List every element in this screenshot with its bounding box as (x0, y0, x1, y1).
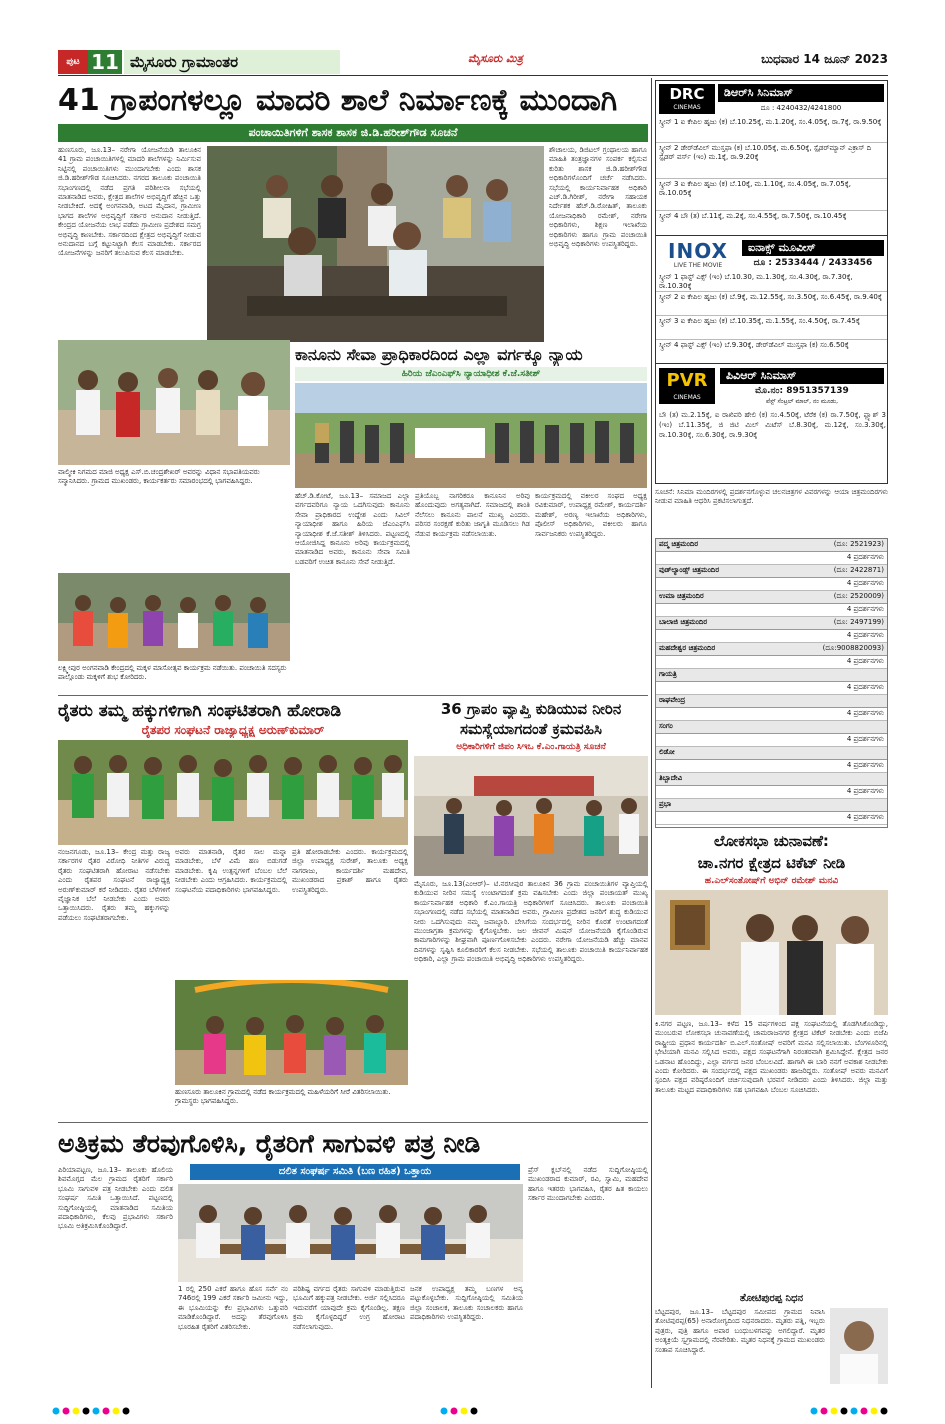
story5-col5: ಪ್ರೆಸ್ ಕ್ಲಬ್‌ನಲ್ಲಿ ನಡೆದ ಸುದ್ದಿಗೋಷ್ಠಿಯಲ್ಲಿ ಮುಖಂಡರಾದ ಕುಮಾರ್, ರವಿ, ಸ್ವಾಮಿ, ಮಹದೇವ ಹಾಗೂ ಇತರರು ಭಾಗವಹಿಸಿ, ರೈತರ ಹಿತ ಕಾಯಲು ಸರ್ಕಾರ ಮುಂದಾಗಬೇಕು ಎಂದರು. (528, 1166, 648, 1203)
story2-subhead: ಹಿರಿಯ ಜೆಎಂಎಫ್‌ಸಿ ನ್ಯಾಯಾಧೀಶ ಕೆ.ಜೆ.ಸತೀಶ್ (295, 367, 647, 381)
pvr-block (655, 364, 888, 484)
theatre-name-bar (656, 591, 887, 604)
story2-col3: ಕಾರ್ಯಕ್ರಮದಲ್ಲಿ ವಕೀಲರ ಸಂಘದ ಅಧ್ಯಕ್ಷ ರವಿಕುಮಾರ್, ಉಪಾಧ್ಯಕ್ಷ ರಮೇಶ್, ಕಾರ್ಯದರ್ಶಿ ಮಹೇಶ್, ಅರಣ್ಯ ಇಲಾಖೆಯ ಅಧಿಕಾರಿಗಳು, ಪೊಲೀಸ್ ಅಧಿಕಾರಿಗಳು, ವಕೀಲರು ಹಾಗೂ ಸಾರ್ವಜನಿಕರು ಉಪಸ್ಥಿತರಿದ್ದರು. (535, 492, 647, 538)
story2-headline: ಕಾನೂನು ಸೇವಾ ಪ್ರಾಧಿಕಾರದಿಂದ ಎಲ್ಲಾ ವರ್ಗಕ್ಕೂ ನ್ಯಾಯ (295, 345, 583, 364)
theatre-name-bar (656, 643, 887, 656)
drc-title: ಡಿಆರ್‌ಸಿ ಸಿನಿಮಾಸ್ (718, 84, 884, 102)
story1-col4: ಶೌಚಾಲಯ, ಡಿಜಿಟಲ್ ಗ್ರಂಥಾಲಯ ಹಾಗೂ ಮಾಹಿತಿ ತಂತ್ರಜ್ಞಾನಗಳ ಸಂಪರ್ಕ ಕಲ್ಪಿಸುವ ಕುರಿತು ಶಾಸಕ ಜಿ.ಡಿ.ಹರೀಶ್‌ಗೌಡ ಅಧಿಕಾರಿಗಳೊಂದಿಗೆ ಚರ್ಚೆ ನಡೆಸಿದರು. ಸಭೆಯಲ್ಲಿ ಕಾರ್ಯನಿರ್ವಾಹಕ ಅಧಿಕಾರಿ ಎಚ್.ಡಿ.ಗಿರೀಶ್, ನರೇಗಾ ಸಹಾಯಕ ನಿರ್ದೇಶಕ ಹೆಚ್.ಡಿ.ರೋಹಿತ್, ತಾಲೂಕು ಯೋಜನಾಧಿಕಾರಿ ರಮೇಶ್, ನರೇಗಾ ಅಧಿಕಾರಿಗಳು, ಶಿಕ್ಷಣ ಇಲಾಖೆಯ ಅಧಿಕಾರಿಗಳು ಹಾಗೂ ಗ್ರಾಮ ಪಂಚಾಯಿತಿ ಅಭಿವೃದ್ಧಿ ಅಧಿಕಾರಿಗಳು ಉಪಸ್ಥಿತರಿದ್ದರು. (549, 146, 647, 249)
story6-headline-line2: ಚಾ.ನಗರ ಕ್ಷೇತ್ರದ ಟಿಕೆಟ್ ನೀಡಿ (697, 854, 846, 872)
story3-photo-2 (175, 980, 408, 1085)
theatre-shows: 4 ಪ್ರದರ್ಶನಗಳು (656, 760, 887, 773)
page-label: ಪುಟ (66, 57, 80, 67)
drc-logo-text: DRC (669, 85, 705, 103)
theatre-name: ಲಿಡೋ (659, 748, 675, 756)
theatre-phone: (ದೂ:9008820093) (822, 644, 884, 652)
theatre-name-bar (656, 721, 887, 734)
theatre-phone: (ದೂ: 2520009) (833, 592, 884, 600)
story1-col1: ಹುಣಸೂರು, ಜೂ.13– ನರೇಗಾ ಯೋಜನೆಯಡಿ ತಾಲೂಕಿನ 41 ಗ್ರಾಮ ಪಂಚಾಯಿತಿಗಳಲ್ಲಿ ಮಾದರಿ ಶಾಲೆಗಳನ್ನು ನಿರ್ಮಿಸುವ ನಿಟ್ಟಿನಲ್ಲಿ ಪಂಚಾಯಿತಿಗಳು ಮುಂದಾಗಬೇಕು ಎಂದು ಶಾಸಕ ಜಿ.ಡಿ.ಹರೀಶ್‌ಗೌಡ ಸೂಚಿಸಿದರು. ನಗರದ ತಾಲೂಕು ಪಂಚಾಯಿತಿ ಸಭಾಂಗಣದಲ್ಲಿ ನಡೆದ ಪ್ರಗತಿ ಪರಿಶೀಲನಾ ಸಭೆಯಲ್ಲಿ ಮಾತನಾಡಿದ ಅವರು, ಕ್ಷೇತ್ರದ ಶಾಲೆಗಳ ಅಭಿವೃದ್ಧಿಗೆ ಹೆಚ್ಚಿನ ಒತ್ತು ನೀಡಬೇಕಿದೆ. ಅದಕ್ಕೆ ಅಂಗನವಾಡಿ, ಅಟದ ಮೈದಾನ, ಗ್ರಾಮೀಣ ಭಾಗದ ಶಾಲೆಗಳ ಅಭಿವೃದ್ಧಿಗೆ ಸರ್ಕಾರ ಅನುದಾನ ನೀಡುತ್ತಿದೆ. ಕೇಂದ್ರದ ಯೋಜನೆಯ ಲಾಭ ಪಡೆದು ಗ್ರಾಮೀಣ ಪ್ರದೇಶದ ಸಮಗ್ರ ಅಭಿವೃದ್ಧಿ ಕಾಣಬೇಕು. ಸರ್ಕಾರದಿಂದ ಕ್ಷೇತ್ರದ ಅಭಿವೃದ್ಧಿಗೆ ನೀಡುವ ಅನುದಾನದ ಬಗ್ಗೆ ಕಟ್ಟುನಿಟ್ಟಾಗಿ ಕೆಲಸ ಮಾಡಬೇಕು. ಸರ್ಕಾರದ ಯೋಜನೆಗಳನ್ನು ಜನರಿಗೆ ತಲುಪಿಸುವ ಕೆಲಸ ಮಾಡಬೇಕು. (58, 146, 201, 258)
theatre-name: ಗಾಯತ್ರಿ (659, 670, 677, 678)
story5-subhead: ದಲಿತ ಸಂಘರ್ಷ ಸಮಿತಿ (ಬಣ ರಹಿತ) ಒತ್ತಾಯ (190, 1164, 520, 1180)
theatre-shows: 4 ಪ್ರದರ್ಶನಗಳು (656, 630, 887, 643)
lower-rule (58, 1122, 648, 1123)
theatre-name-bar (656, 747, 887, 760)
pvr-logo (659, 368, 715, 404)
drc-row: ಸ್ಕ್ರೀನ್ 1 ಐ ಕೇಪಿಲ ಹೃಜು (ಕ) ಬೆ.10.25ಕ್ಕೆ, ಮ.1.20ಕ್ಕೆ, ಸಂ.4.05ಕ್ಕೆ, ರಾ.7ಕ್ಕೆ, ರಾ.9.50ಕ್ಕೆ (656, 117, 887, 143)
theatre-name: ತಿಬ್ಬಾದೇವಿ (659, 774, 683, 782)
theatre-name: ಪ್ರಭಾ (659, 800, 672, 808)
story6-headline-line1: ಲೋಕಸಭಾ ಚುನಾವಣೆ: (714, 832, 829, 850)
theatre-shows: 4 ಪ್ರದರ್ಶನಗಳು (656, 786, 887, 799)
story3-col3: ಪ್ರತಿ ಹೋರಾಡಬೇಕು ಎಂದರು. ಕಾರ್ಯಕ್ರಮದಲ್ಲಿ ಜಿಲ್ಲಾ ಉಪಾಧ್ಯಕ್ಷ ಸುರೇಶ್, ತಾಲೂಕು ಅಧ್ಯಕ್ಷ ನಾಗರಾಜು, ಕಾರ್ಯದರ್ಶಿ ಮಹದೇವ, ಮುಖಂಡರಾದ ಪ್ರಕಾಶ್ ಹಾಗೂ ರೈತರು ಉಪಸ್ಥಿತರಿದ್ದರು. (292, 848, 408, 894)
theatre-shows: 4 ಪ್ರದರ್ಶನಗಳು (656, 604, 887, 617)
story4-headline-line2: ಸಮಸ್ಯೆಯಾಗದಂತೆ ಕ್ರಮವಹಿಸಿ (460, 720, 602, 738)
drc-block (655, 80, 888, 236)
theatre-name: ಮಹದೇಶ್ವರ ಚಿತ್ರಮಂದಿರ (659, 644, 716, 652)
page-label-box (58, 50, 88, 74)
theatre-shows: 4 ಪ್ರದರ್ಶನಗಳು (656, 812, 887, 825)
theatre-name: ಸಂಗಂ (659, 722, 673, 730)
mid-rule (58, 695, 648, 696)
theatre-name-bar (656, 617, 887, 630)
story6-subhead: ಹ.ಎಲ್‌ಸಂತೋಷ್‌ಗೆ ಅಭಿನ್ ರಮೇಶ್ ಮನವಿ (704, 876, 839, 886)
inox-title: ಐನಾಕ್ಸ್ ಮೂವೀಸ್ (742, 240, 884, 256)
story1-headline: 41 ಗ್ರಾಪಂಗಳಲ್ಲೂ ಮಾದರಿ ಶಾಲೆ ನಿರ್ಮಾಣಕ್ಕೆ ಮುಂದಾಗಿ (58, 83, 618, 118)
left-photo-2 (58, 573, 290, 661)
left-photo-1 (58, 340, 290, 465)
story4-text: ಮೈಸೂರು, ಜೂ.13(ಎಂಆರ್)– ಟಿ.ನರಸೀಪುರ ತಾಲೂಕಿನ 36 ಗ್ರಾಮ ಪಂಚಾಯಿತಿಗಳ ವ್ಯಾಪ್ತಿಯಲ್ಲಿ ಕುಡಿಯುವ ನೀರಿನ ಸಮಸ್ಯೆ ಉಂಟಾಗದಂತೆ ಕ್ರಮ ವಹಿಸಬೇಕು ಎಂದು ಜಿಲ್ಲಾ ಪಂಚಾಯತ್ ಮುಖ್ಯ ಕಾರ್ಯನಿರ್ವಾಹಕ ಅಧಿಕಾರಿ ಕೆ.ಎಂ.ಗಾಯತ್ರಿ ಅಧಿಕಾರಿಗಳಿಗೆ ಸೂಚಿಸಿದರು. ತಾಲೂಕು ಪಂಚಾಯಿತಿ ಸಭಾಂಗಣದಲ್ಲಿ ನಡೆದ ಸಭೆಯಲ್ಲಿ ಮಾತನಾಡಿದ ಅವರು, ಗ್ರಾಮೀಣ ಪ್ರದೇಶದ ಜನರಿಗೆ ಶುದ್ಧ ಕುಡಿಯುವ ನೀರು ಒದಗಿಸುವುದು ನಮ್ಮ ಜವಾಬ್ದಾರಿ. ಬೇಸಿಗೆಯ ಸಂದರ್ಭದಲ್ಲಿ ನೀರಿನ ಕೊರತೆ ಉಂಟಾಗದಂತೆ ಮುಂಜಾಗ್ರತಾ ಕ್ರಮಗಳನ್ನು ಕೈಗೊಳ್ಳಬೇಕು. ಜಲ ಜೀವನ್ ಮಿಷನ್ ಯೋಜನೆಯಡಿ ಕೈಗೊಂಡಿರುವ ಕಾಮಗಾರಿಗಳನ್ನು ಶೀಘ್ರವಾಗಿ ಪೂರ್ಣಗೊಳಿಸಬೇಕು ಎಂದರು. ನರೇಗಾ ಯೋಜನೆಯಡಿ ಹೆಚ್ಚು ಮಾನವ ದಿನಗಳನ್ನು ಸೃಷ್ಟಿಸಿ ಕೂಲಿಕಾರರಿಗೆ ಕೆಲಸ ನೀಡಬೇಕು. ಸಭೆಯಲ್ಲಿ ತಾಲೂಕು ಪಂಚಾಯಿತಿ ಕಾರ್ಯನಿರ್ವಾಹಕ ಅಧಿಕಾರಿ, ಎಲ್ಲಾ ಗ್ರಾಮ ಪಂಚಾಯಿತಿ ಅಭಿವೃದ್ಧಿ ಅಧಿಕಾರಿಗಳು ಉಪಸ್ಥಿತರಿದ್ದರು. (414, 880, 648, 964)
story1-subhead: ಪಂಚಾಯಿತಿಗಳಿಗೆ ಶಾಸಕ ಶಾಸಕ ಜಿ.ಡಿ.ಹರೀಶ್‌ಗೌಡ ಸೂಚನೆ (58, 124, 648, 142)
story3-caption: ಹುಣಸೂರು ತಾಲೂಕಿನ ಗ್ರಾಮದಲ್ಲಿ ನಡೆದ ಕಾರ್ಯಕ್ರಮದಲ್ಲಿ ಮಹಿಳೆಯರಿಗೆ ಸೀರೆ ವಿತರಿಸಲಾಯಿತು. ಗ್ರಾಮಸ್ಥರು ಭಾಗವಹಿಸಿದ್ದರು. (175, 1088, 391, 1105)
theatre-phone: (ದೂ: 2422871) (833, 566, 884, 574)
drc-row: ಸ್ಕ್ರೀನ್ 4 ಬೌ (ತ) ಬೆ.11ಕ್ಕೆ, ಮ.2ಕ್ಕೆ, ಸಂ.4.55ಕ್ಕೆ, ರಾ.7.50ಕ್ಕೆ, ರಾ.10.45ಕ್ಕೆ (659, 212, 847, 220)
drc-row: ಸ್ಕ್ರೀನ್ 3 ಐ ಕೇಪಿಲ ಹೃಜು (ಕ) ಬೆ.10ಕ್ಕೆ, ಮ.1.10ಕ್ಕೆ, ಸಂ.4.05ಕ್ಕೆ, ರಾ.7.05ಕ್ಕೆ, ರಾ.10.05ಕ್ಕೆ (656, 179, 887, 211)
story3-photo (58, 740, 408, 845)
drc-rows (656, 117, 887, 235)
story5-headline: ಅತಿಕ್ರಮ ತೆರವುಗೊಳಿಸಿ, ರೈತರಿಗೆ ಸಾಗುವಳಿ ಪತ್ರ ನೀಡಿ (58, 1129, 481, 1158)
theatre-shows: 4 ಪ್ರದರ್ಶನಗಳು (656, 656, 887, 669)
theatre-name: ಬಾಲಾಜಿ ಚಿತ್ರಮಂದಿರ (659, 618, 708, 626)
page-number: 11 (88, 50, 122, 74)
inox-phone: ದೂ : 2533444 / 2433456 (753, 258, 873, 268)
registration-dots-center (440, 1400, 500, 1408)
pvr-schedule: ಬೌ (ತ) ಮ.2.15ಕ್ಕೆ, ಐ ರಾಖಿಪರಿ ಹೇಲಿ (ಕ) ಸಂ.4.50ಕ್ಕೆ, ಟೆರೆಕ (ಕ) ರಾ.7.50ಕ್ಕೆ, ಫ್ಲ್ಯಾಶ್ 3 (ಇಂ) ಬೆ.11.35ಕ್ಕೆ, ಜಿ ಜಿಟಿ ಮಿಲ್ ಮಿಟೆಸ್ ಬೆ.8.30ಕ್ಕೆ, ಮ.12ಕ್ಕೆ, ಸಂ.3.30ಕ್ಕೆ, ರಾ.10.30ಕ್ಕೆ, ಸಂ.6.30ಕ್ಕೆ, ರಾ.9.30ಕ್ಕೆ (659, 411, 886, 439)
pvr-title: ಪಿವಿಆರ್ ಸಿನಿಮಾಸ್ (720, 368, 884, 384)
theatre-shows: 4 ಪ್ರದರ್ಶನಗಳು (656, 708, 887, 721)
story3-col2: ಅವರು ಮಾತನಾಡಿ, ರೈತರ ಸಾಲ ಮನ್ನಾ ಮಾಡಬೇಕು, ಬೆಳೆ ವಿಮೆ ಹಣ ಬಿಡುಗಡೆ ಮಾಡಬೇಕು. ಕೃಷಿ ಉತ್ಪನ್ನಗಳಿಗೆ ಬೆಂಬಲ ಬೆಲೆ ನೀಡಬೇಕು ಎಂದು ಆಗ್ರಹಿಸಿದರು. ಕಾರ್ಯಕ್ರಮದಲ್ಲಿ ಸಂಘಟನೆಯ ಪದಾಧಿಕಾರಿಗಳು ಭಾಗವಹಿಸಿದ್ದರು. (175, 848, 287, 894)
theatre-name: ಉಮಾ ಚಿತ್ರಮಂದಿರ (659, 592, 704, 600)
registration-dots-left (52, 1400, 172, 1408)
story4-subhead: ಅಧಿಕಾರಿಗಳಿಗೆ ಜಿಪಂ ಸಿಇಒ ಕೆ.ಎಂ.ಗಾಯತ್ರಿ ಸೂಚನೆ (456, 742, 606, 752)
story4-headline-line1: 36 ಗ್ರಾಪಂ ವ್ಯಾಪ್ತಿ ಕುಡಿಯುವ ನೀರಿನ (440, 700, 622, 718)
theatre-name-bar (656, 799, 887, 812)
cinema-notice: ಸೂಚನೆ: ಸಿನಿಮಾ ಮಂದಿರಗಳಲ್ಲಿ ಪ್ರದರ್ಶನಗೊಳ್ಳುವ ಚಲನಚಿತ್ರಗಳ ವಿವರಗಳನ್ನು ಆಯಾ ಚಿತ್ರಮಂದಿರಗಳು ನೀಡುವ ಮಾಹಿತಿ ಆಧರಿಸಿ ಪ್ರಕಟಿಸಲಾಗುತ್ತದೆ. (655, 488, 888, 506)
theatre-name: ವುಡ್‌ಲ್ಯಾಂಡ್ಸ್ ಚಿತ್ರಮಂದಿರ (659, 566, 720, 574)
pvr-phone: ಮೊ.ನಂ: 8951357139 (755, 386, 849, 396)
story3-headline: ರೈತರು ತಮ್ಮ ಹಕ್ಕುಗಳಿಗಾಗಿ ಸಂಘಟಿತರಾಗಿ ಹೋರಾಡಿ (58, 701, 342, 721)
paper-name: ಮೈಸೂರು ಮಿತ್ರ (468, 52, 523, 65)
inox-row: ಸ್ಕ್ರೀನ್ 3 ಐ ಕೇಪಿಲ ಹೃಜು (ಕ) ಬೆ.10.35ಕ್ಕೆ, ಮ.1.55ಕ್ಕೆ, ಸಂ.4.50ಕ್ಕೆ, ರಾ.7.45ಕ್ಕೆ (656, 316, 887, 340)
pvr-logo-sub: CINEMAS (673, 394, 701, 401)
masthead (58, 50, 888, 74)
left-photo-1-caption: ವಾಲ್ಮೀಕಿ ನಿಗಮದ ಮಾಜಿ ಅಧ್ಯಕ್ಷ ಎಸ್.ಬಿ.ಚಂದ್ರಶೇಖರ್ ಅವರನ್ನು ವಿಧಾನ ಸಭಾಪತಿಯವರು ಸನ್ಮಾನಿಸಿದರು. ಗ್ರಾಮದ ಮುಖಂಡರು, ಕಾರ್ಯಕರ್ತರು ಸಮಾರಂಭದಲ್ಲಿ ಭಾಗವಹಿಸಿದ್ದರು. (58, 468, 260, 485)
theatre-name-bar (656, 773, 887, 786)
inox-row: ಸ್ಕ್ರೀನ್ 4 ಫಾಸ್ಟ್ ಎಕ್ಸ್ (ಇಂ) ಬೆ.9.30ಕ್ಕೆ, ಡೇರ್‌ಡೆವಿಲ್ ಮುಸ್ತಫಾ (ಕ) ಸಂ.6.50ಕ್ಕೆ (659, 341, 849, 349)
story1-photo (207, 146, 544, 342)
drc-logo (659, 84, 715, 114)
pvr-logo-text: PVR (666, 370, 708, 391)
story5-col4: ಜನಕ ಉಪಾಧ್ಯಕ್ಷ ತಮ್ಮ ಬಣಗಳ ಅನ್ಯ ಪಟ್ಟುಕೊಳ್ಳಬೇಕು. ಸುದ್ದಿಗೋಷ್ಠಿಯಲ್ಲಿ ಸಮಿತಿಯ ಜಿಲ್ಲಾ ಸಂಚಾಲಕ, ತಾಲೂಕು ಸಂಚಾಲಕರು ಹಾಗೂ ಪದಾಧಿಕಾರಿಗಳು ಉಪಸ್ಥಿತರಿದ್ದರು. (410, 1285, 523, 1322)
story5-col2: 1 ರಲ್ಲಿ 250 ಎಕರೆ ಹಾಗೂ ಹೊಸ ಸರ್ವೆ ನಂ 746ರಲ್ಲಿ 199 ಎಕರೆ ಸರ್ಕಾರಿ ಜಮೀನು ಇದ್ದು, ಈ ಭೂಮಿಯನ್ನು ಕೆಲ ಪ್ರಭಾವಿಗಳು ಒತ್ತುವರಿ ಮಾಡಿಕೊಂಡಿದ್ದಾರೆ. ಅದನ್ನು ತೆರವುಗೊಳಿಸಿ ಭೂರಹಿತ ರೈತರಿಗೆ ವಿತರಿಸಬೇಕು. (178, 1285, 288, 1331)
theatre-name-bar (656, 669, 887, 682)
story2-photo (295, 383, 647, 488)
story5-photo (178, 1184, 523, 1282)
theatre-phone: (ದೂ: 2497199) (833, 618, 884, 626)
inox-block (655, 236, 888, 364)
story3-subhead: ರೈತಪರ ಸಂಘಟನೆ ರಾಜ್ಯಾಧ್ಯಕ್ಷ ಅರುಣ್‌ಕುಮಾರ್ (141, 723, 325, 737)
theatre-name-bar (656, 539, 887, 552)
main-column-divider (651, 78, 652, 1388)
theatre-phone: (ದೂ: 2521923) (833, 540, 884, 548)
theatre-shows: 4 ಪ್ರದರ್ಶನಗಳು (656, 734, 887, 747)
pvr-address: ಪೆಸ್ಟ್ ಸೆಂಟ್ರಲ್ ಮಾಲ್, ನಂ ಮೂಡು, (765, 398, 839, 405)
theatre-shows: 4 ಪ್ರದರ್ಶನಗಳು (656, 552, 887, 565)
theatre-name-bar (656, 695, 887, 708)
story7-headline: ತೋಟಿಪುರಪ್ಪ ನಿಧನ (739, 1293, 804, 1304)
inox-row: ಸ್ಕ್ರೀನ್ 1 ಫಾಸ್ಟ್ ಎಕ್ಸ್ (ಇಂ) ಬೆ.10.30, ಮ.1.30ಕ್ಕೆ, ಸಂ.4.30ಕ್ಕೆ, ರಾ.7.30ಕ್ಕೆ, ರಾ.10.30ಕ್ಕೆ (656, 272, 887, 292)
story5-col3: ಪರಿಶಿಷ್ಟ ವರ್ಗದ ರೈತರು ಸಾಗುವಳಿ ಮಾಡುತ್ತಿರುವ ಭೂಮಿಗೆ ಹಕ್ಕುಪತ್ರ ನೀಡಬೇಕು. ಅರ್ಜಿ ಸಲ್ಲಿಸಿದರೂ ಇದುವರೆಗೆ ಯಾವುದೇ ಕ್ರಮ ಕೈಗೊಂಡಿಲ್ಲ. ತಕ್ಷಣ ಕ್ರಮ ಕೈಗೊಳ್ಳದಿದ್ದರೆ ಉಗ್ರ ಹೋರಾಟ ನಡೆಸಲಾಗುವುದು. (293, 1285, 405, 1331)
theatre-name: ಪದ್ಮ ಚಿತ್ರಮಂದಿರ (659, 540, 699, 548)
story3-col1: ನಂಜನಗೂಡು, ಜೂ.13– ಕೇಂದ್ರ ಮತ್ತು ರಾಜ್ಯ ಸರ್ಕಾರಗಳ ರೈತರ ವಿರೋಧಿ ನೀತಿಗಳ ವಿರುದ್ಧ ರೈತರು ಸಂಘಟಿತರಾಗಿ ಹೋರಾಟ ನಡೆಸಬೇಕು ಎಂದು ರೈತಪರ ಸಂಘಟನೆ ರಾಜ್ಯಾಧ್ಯಕ್ಷ ಅರುಣ್‌ಕುಮಾರ್ ಕರೆ ನೀಡಿದರು. ರೈತರ ಬೆಳೆಗಳಿಗೆ ವೈಜ್ಞಾನಿಕ ಬೆಲೆ ನೀಡಬೇಕು ಎಂದು ಅವರು ಒತ್ತಾಯಿಸಿದರು. ರೈತರು ತಮ್ಮ ಹಕ್ಕುಗಳನ್ನು ಪಡೆಯಲು ಸಂಘಟಿತರಾಗಬೇಕು. (58, 848, 170, 922)
section-title: ಮೈಸೂರು ಗ್ರಾಮಾಂತರ (124, 50, 340, 74)
story4-photo (414, 756, 648, 876)
theatre-list (655, 538, 888, 828)
story2-col1: ಹೆಚ್.ಡಿ.ಕೋಟೆ, ಜೂ.13– ಸಮಾಜದ ಎಲ್ಲಾ ವರ್ಗದವರಿಗೂ ನ್ಯಾಯ ಒದಗಿಸುವುದು ಕಾನೂನು ಸೇವಾ ಪ್ರಾಧಿಕಾರದ ಉದ್ದೇಶ ಎಂದು ಸಿವಿಲ್ ನ್ಯಾಯಾಧೀಶ ಹಾಗೂ ಹಿರಿಯ ಜೆಎಂಎಫ್‌ಸಿ ನ್ಯಾಯಾಧೀಶ ಕೆ.ಜೆ.ಸತೀಶ್ ತಿಳಿಸಿದರು. ಪಟ್ಟಣದಲ್ಲಿ ಆಯೋಜಿಸಿದ್ದ ಕಾನೂನು ಅರಿವು ಕಾರ್ಯಕ್ರಮದಲ್ಲಿ ಮಾತನಾಡಿದ ಅವರು, ಕಾನೂನು ಸೇವಾ ಸಮಿತಿ ಬಡವರಿಗೆ ಉಚಿತ ಕಾನೂನು ಸೇವೆ ನೀಡುತ್ತಿದೆ. (295, 492, 410, 566)
issue-date: ಬುಧವಾರ 14 ಜೂನ್ 2023 (761, 52, 888, 66)
story2-col2: ಪ್ರತಿಯೊಬ್ಬ ನಾಗರಿಕರೂ ಕಾನೂನಿನ ಅರಿವು ಹೊಂದುವುದು ಅಗತ್ಯವಾಗಿದೆ. ಸಮಾಜದಲ್ಲಿ ಶಾಂತಿ ನೆಲೆಸಲು ಕಾನೂನು ಪಾಲನೆ ಮುಖ್ಯ ಎಂದರು. ಪರಿಸರ ಸಂರಕ್ಷಣೆ ಕುರಿತು ಜಾಗೃತಿ ಮೂಡಿಸಲು ಗಿಡ ನೆಡುವ ಕಾರ್ಯಕ್ರಮ ನಡೆಸಲಾಯಿತು. (415, 492, 530, 538)
masthead-rule (58, 75, 888, 76)
inox-logo (659, 240, 737, 270)
inox-row: ಸ್ಕ್ರೀನ್ 2 ಐ ಕೇಪಿಲ ಹೃಜು (ಕ) ಬೆ.9ಕ್ಕೆ, ಮ.12.55ಕ್ಕೆ, ಸಂ.3.50ಕ್ಕೆ, ಸಂ.6.45ಕ್ಕೆ, ರಾ.9.40ಕ್ಕೆ (656, 292, 887, 316)
story6-text: ಕಿ.ನಗರ ಪಟ್ಟಣ, ಜೂ.13– ಕಳೆದ 15 ವರ್ಷಗಳಿಂದ ಪಕ್ಷ ಸಂಘಟನೆಯಲ್ಲಿ ತೊಡಗಿಸಿಕೊಂಡಿದ್ದು, ಮುಂಬರುವ ಲೋಕಸಭಾ ಚುನಾವಣೆಯಲ್ಲಿ ಚಾಮರಾಜನಗರ ಕ್ಷೇತ್ರದ ಟಿಕೆಟ್ ನೀಡಬೇಕು ಎಂದು ಬಿಜೆಪಿ ರಾಷ್ಟ್ರೀಯ ಪ್ರಧಾನ ಕಾರ್ಯದರ್ಶಿ ಬಿ.ಎಲ್.ಸಂತೋಷ್ ಅವರಿಗೆ ಮನವಿ ಸಲ್ಲಿಸಲಾಯಿತು. ಬೆಂಗಳೂರಿನಲ್ಲಿ ಭೇಟಿಯಾಗಿ ಮನವಿ ಸಲ್ಲಿಸಿದ ಅವರು, ಪಕ್ಷದ ಸಂಘಟನೆಗಾಗಿ ನಿರಂತರವಾಗಿ ಶ್ರಮಿಸಿದ್ದೇನೆ. ಕ್ಷೇತ್ರದ ಜನರ ಒಡನಾಟ ಹೊಂದಿದ್ದು, ಎಲ್ಲಾ ವರ್ಗದ ಜನರ ಬೆಂಬಲವಿದೆ. ಹಾಗಾಗಿ ಈ ಬಾರಿ ನನಗೆ ಅವಕಾಶ ನೀಡಬೇಕು ಎಂದು ಕೋರಿದರು. ಈ ಸಂದರ್ಭದಲ್ಲಿ ಪಕ್ಷದ ಮುಖಂಡರು ಹಾಜರಿದ್ದರು. ಸಂತೋಷ್ ಅವರು ಮನವಿಗೆ ಸ್ಪಂದಿಸಿ ಪಕ್ಷದ ವರಿಷ್ಠರೊಂದಿಗೆ ಚರ್ಚಿಸುವುದಾಗಿ ಭರವಸೆ ನೀಡಿದರು ಎಂದು ತಿಳಿಸಿದರು. ಜಿಲ್ಲಾ ಮತ್ತು ತಾಲೂಕು ಮಟ್ಟದ ಪದಾಧಿಕಾರಿಗಳು ಸಹ ಭಾಗವಹಿಸಿ ಬೆಂಬಲ ಸೂಚಿಸಿದರು. (655, 1020, 888, 1094)
theatre-name-bar (656, 565, 887, 578)
registration-dots-right (810, 1400, 892, 1408)
theatre-shows: 4 ಪ್ರದರ್ಶನಗಳು (656, 578, 887, 591)
story5-col1: ಪಿರಿಯಾಪಟ್ಟಣ, ಜೂ.13– ತಾಲೂಕು ಹೊಲಿಯ ಶಿವಮೊಗ್ಗದ ಮೆಲ ಗ್ರಾಮದ ರೈತರಿಗೆ ಸರ್ಕಾರಿ ಭೂಮಿ ಸಾಗುವಳಿ ಪತ್ರ ನೀಡಬೇಕು ಎಂದು ದಲಿತ ಸಂಘರ್ಷ ಸಮಿತಿ ಒತ್ತಾಯಿಸಿದೆ. ಪಟ್ಟಣದಲ್ಲಿ ಸುದ್ದಿಗೋಷ್ಠಿಯಲ್ಲಿ ಮಾತನಾಡಿದ ಸಮಿತಿಯ ಪದಾಧಿಕಾರಿಗಳು, ಕೆಲವು ಪ್ರಭಾವಿಗಳು ಸರ್ಕಾರಿ ಭೂಮಿ ಅತಿಕ್ರಮಿಸಿಕೊಂಡಿದ್ದಾರೆ. (58, 1166, 173, 1231)
theatre-shows: 4 ಪ್ರದರ್ಶನಗಳು (656, 682, 887, 695)
story6-photo (655, 890, 888, 1015)
story7-text: ಬೆಟ್ಟದಪುರ, ಜೂ.13– ಬೆಟ್ಟದಪುರ ಸಮೀಪದ ಗ್ರಾಮದ ನಿವಾಸಿ ತೋಟಿಪುರಪ್ಪ(65) ಅನಾರೋಗ್ಯದಿಂದ ನಿಧನರಾದರು. ಮೃತರು ಪತ್ನಿ, ಇಬ್ಬರು ಪುತ್ರರು, ಪುತ್ರಿ ಹಾಗೂ ಅಪಾರ ಬಂಧುಬಳಗವನ್ನು ಅಗಲಿದ್ದಾರೆ. ಮೃತರ ಅಂತ್ಯಕ್ರಿಯೆ ಸ್ವಗ್ರಾಮದಲ್ಲಿ ನೆರವೇರಿತು. ಮೃತರ ನಿಧನಕ್ಕೆ ಗ್ರಾಮದ ಮುಖಂಡರು ಸಂತಾಪ ಸೂಚಿಸಿದ್ದಾರೆ. (655, 1308, 825, 1354)
drc-phone: ದೂ : 4240432/4241800 (760, 104, 842, 112)
theatre-name: ರಾಘವೇಂದ್ರ (659, 696, 686, 704)
inox-logo-sub: LIVE THE MOVIE (673, 262, 723, 269)
inox-logo-text: INOX (668, 239, 728, 263)
drc-row: ಸ್ಕ್ರೀನ್ 2 ಡೇರ್‌ಡೆವಿಲ್ ಮುಸ್ತಫಾ (ಕ) ಬೆ.10.05ಕ್ಕೆ, ಮ.6.50ಕ್ಕೆ, ಸ್ಪೈಡರ್‌ಮ್ಯಾನ್ ಎಕ್ರಾಸ್ ದಿ ಸ್ಪೈಡರ್ ವರ್ಸ್ (ಇಂ) ಮ.1ಕ್ಕೆ, ರಾ.9.20ಕ್ಕೆ (656, 143, 887, 179)
inox-rows (656, 272, 887, 362)
drc-logo-sub: CINEMAS (673, 104, 701, 111)
left-photo-2-caption: ಲಕ್ಷ್ಮೀಪುರ ಅಂಗನವಾಡಿ ಕೇಂದ್ರದಲ್ಲಿ ಮಕ್ಕಳ ಮಾಸೋತ್ಸವ ಕಾರ್ಯಕ್ರಮ ನಡೆಯಿತು. ಪಂಚಾಯಿತಿ ಸದಸ್ಯರು ಪಾಲ್ಗೊಂಡು ಮಕ್ಕಳಿಗೆ ಶುಭ ಕೋರಿದರು. (58, 664, 287, 681)
story7-portrait (830, 1308, 888, 1384)
